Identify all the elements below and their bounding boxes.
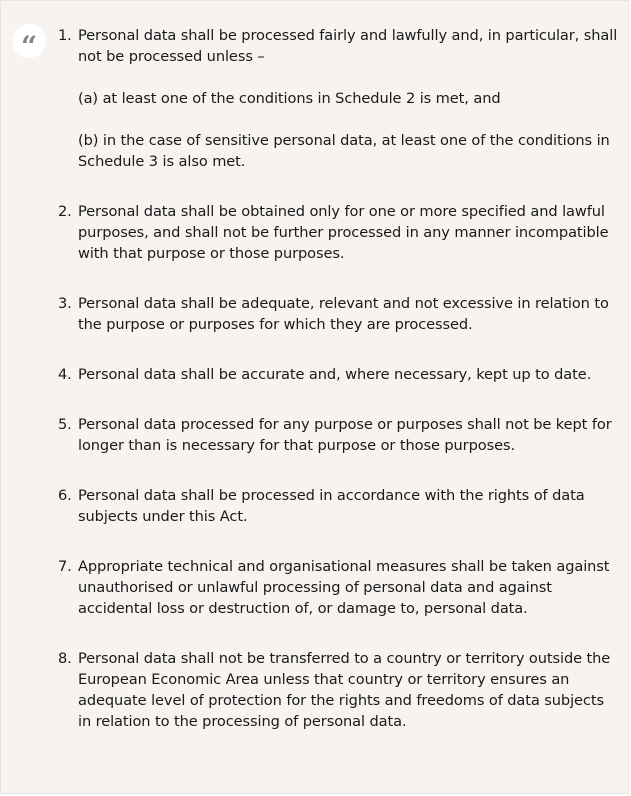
item-number: 1. bbox=[58, 27, 72, 44]
item-number: 5. bbox=[58, 416, 72, 433]
item-text: Personal data shall be processed fairly and lawfully and, in particular, shall not be processed unless – bbox=[78, 27, 618, 65]
list-item bbox=[1, 293, 628, 335]
item-number: 8. bbox=[58, 650, 72, 667]
sub-item: (b) in the case of sensitive personal data, at least one of the conditions in Schedule 3 is also met. bbox=[78, 132, 610, 170]
list-item bbox=[1, 485, 628, 527]
list-item bbox=[1, 25, 628, 172]
principles-list bbox=[1, 25, 628, 761]
item-number: 3. bbox=[58, 295, 72, 312]
item-text: Personal data shall be obtained only for one or more specified and lawful purposes, and shall not be further processed in any manner incompatible with that purpose or those purposes. bbox=[78, 203, 609, 262]
item-number: 4. bbox=[58, 366, 72, 383]
list-item bbox=[1, 648, 628, 732]
item-text: Personal data shall be accurate and, where necessary, kept up to date. bbox=[78, 366, 592, 383]
item-text: Appropriate technical and organisational measures shall be taken against unauthorised or unlawful processing of personal data and against accidental loss or destruction of, or damage to, personal data. bbox=[78, 558, 610, 617]
item-number: 7. bbox=[58, 558, 72, 575]
list-item bbox=[1, 201, 628, 264]
list-item bbox=[1, 364, 628, 385]
item-number: 2. bbox=[58, 203, 72, 220]
list-item bbox=[1, 414, 628, 456]
list-item bbox=[1, 556, 628, 619]
item-text: Personal data shall be adequate, relevant and not excessive in relation to the purpose or purposes for which they are processed. bbox=[78, 295, 609, 333]
sub-item: (a) at least one of the conditions in Schedule 2 is met, and bbox=[78, 90, 501, 107]
item-number: 6. bbox=[58, 487, 72, 504]
item-text: Personal data shall be processed in accordance with the rights of data subjects under this Act. bbox=[78, 487, 585, 525]
item-text: Personal data shall not be transferred to a country or territory outside the European Economic Area unless that country or territory ensures an adequate level of protection for the rights and freedoms of data subjects in relation to the processing of personal data. bbox=[78, 650, 611, 730]
quote-glyph: “ bbox=[20, 30, 38, 63]
item-text: Personal data processed for any purpose or purposes shall not be kept for longer than is necessary for that purpose or those purposes. bbox=[78, 416, 612, 454]
